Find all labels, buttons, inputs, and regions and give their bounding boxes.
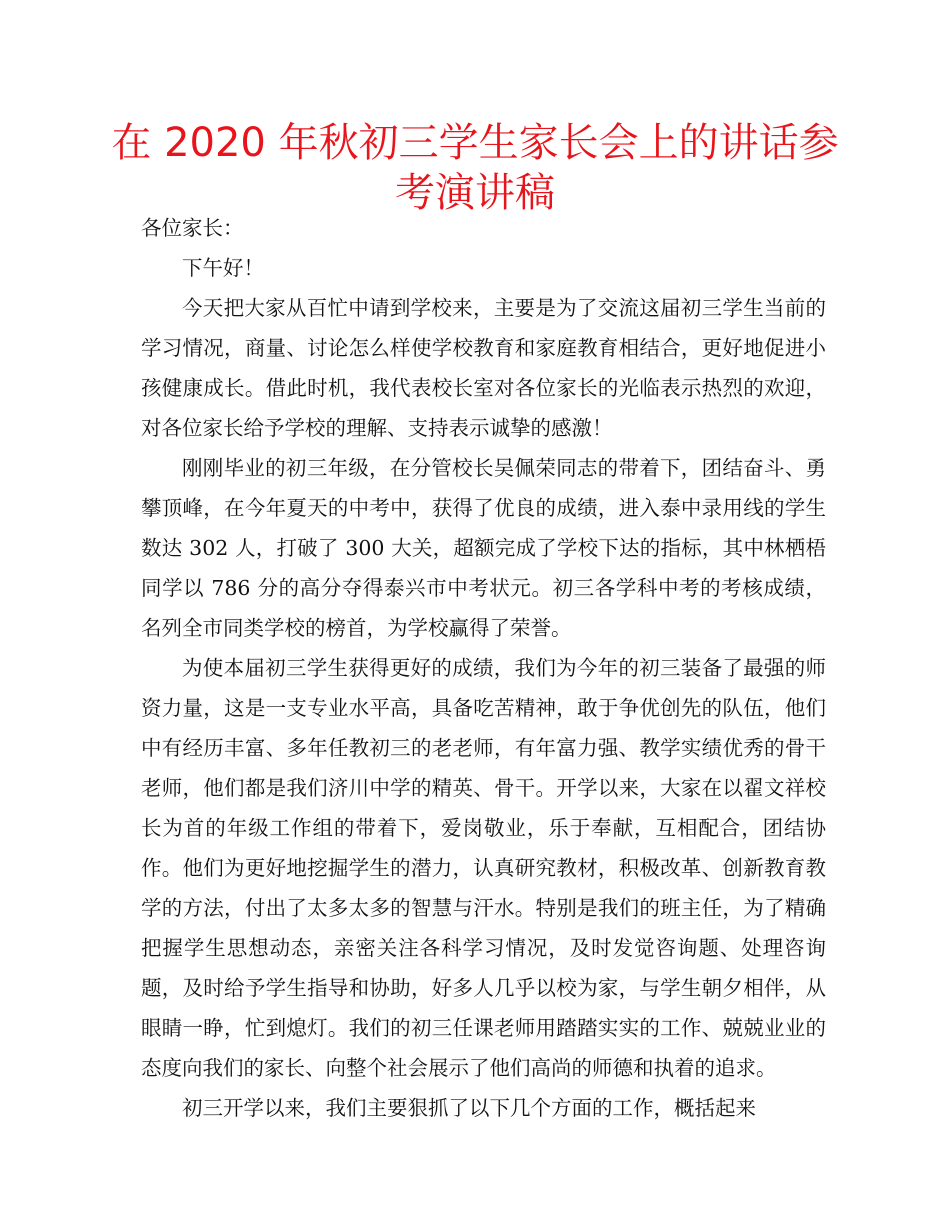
document-title: 在 2020 年秋初三学生家长会上的讲话参考演讲稿 (111, 120, 839, 216)
paragraph-achievements: 刚刚毕业的初三年级，在分管校长吴佩荣同志的带着下，团结奋斗、勇攀顶峰，在今年夏天的中考中，获得了优良的成绩，进入泰中录用线的学生数达 302 人，打破了 300 大关，超额完成了学校下达的指标，其中林栖梧同学以 786 分的高分夺得泰兴市中考状元。初三各学科中考的考核成绩，名列全市同类学校的榜首，为学校赢得了荣誉。 (141, 456, 826, 640)
paragraph-welcome: 今天把大家从百忙中请到学校来，主要是为了交流这届初三学生当前的学习情况，商量、讨论怎么样使学校教育和家庭教育相结合，更好地促进小孩健康成长。借此时机，我代表校长室对各位家长的光临表示热烈的欢迎，对各位家长给予学校的理解、支持表示诚挚的感激！ (141, 296, 826, 440)
document-body (141, 208, 826, 1128)
paragraph-work-summary: 初三开学以来，我们主要狠抓了以下几个方面的工作，概括起来 (182, 1096, 756, 1120)
salutation: 各位家长： (141, 216, 244, 240)
paragraph-greeting: 下午好！ (182, 256, 264, 280)
paragraph-teachers: 为使本届初三学生获得更好的成绩，我们为今年的初三装备了最强的师资力量，这是一支专业水平高，具备吃苦精神，敢于争优创先的队伍，他们中有经历丰富、多年任教初三的老老师，有年富力强、教学实绩优秀的骨干老师，他们都是我们济川中学的精英、骨干。开学以来，大家在以翟文祥校长为首的年级工作组的带着下，爱岗敬业，乐于奉献，互相配合，团结协作。他们为更好地挖掘学生的潜力，认真研究教材，积极改革、创新教育教学的方法，付出了太多太多的智慧与汗水。特别是我们的班主任，为了精确把握学生思想动态，亲密关注各科学习情况，及时发觉咨询题、处理咨询题，及时给予学生指导和协助，好多人几乎以校为家，与学生朝夕相伴，从眼睛一睁，忙到熄灯。我们的初三任课老师用踏踏实实的工作、兢兢业业的态度向我们的家长、向整个社会展示了他们高尚的师德和执着的追求。 (141, 656, 826, 1080)
